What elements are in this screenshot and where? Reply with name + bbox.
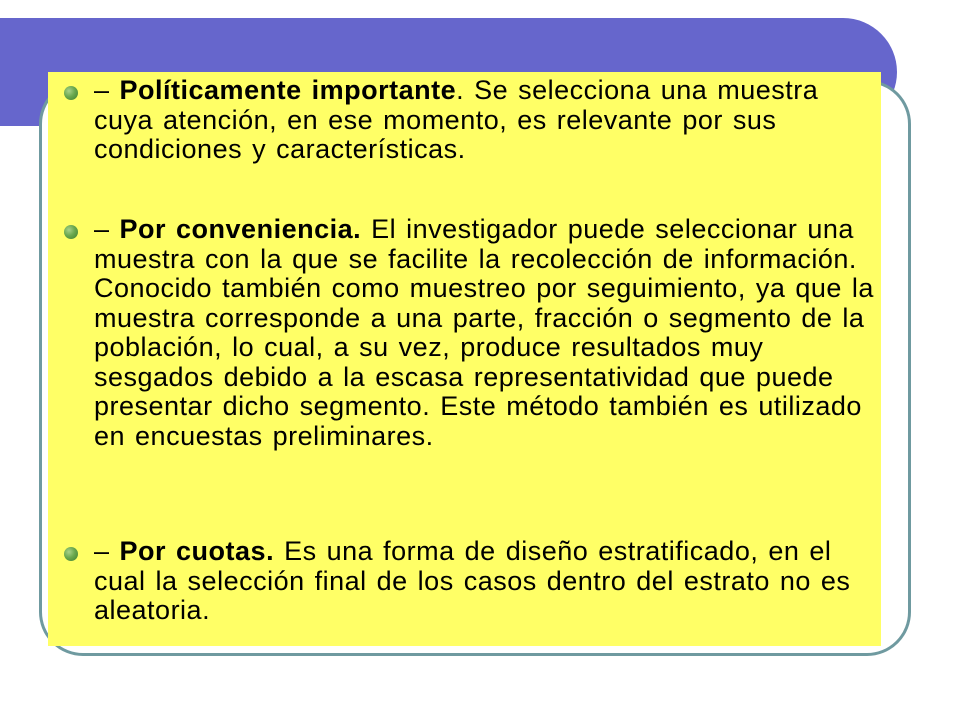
bullet-dot-icon <box>64 547 78 561</box>
bullet-text <box>94 537 874 626</box>
content-box <box>48 72 881 646</box>
bullet-dash: – <box>94 214 120 244</box>
bullet-dash: – <box>94 75 120 105</box>
bullet-dot-icon <box>64 86 78 100</box>
bullet-description: El investigador puede seleccionar una muestra con la que se facilite la recolección de información. Conocido también como muestreo por seguimiento, ya que la muestra corresponde a una parte, fracción o segmento de la población, lo cual, a su vez, produce resultados muy sesgados debido a la escasa representatividad que puede presentar dicho segmento. Este método también es utilizado en encuestas preliminares. <box>94 214 874 451</box>
bullet-dot-icon <box>64 225 78 239</box>
bullet-description: . Se selecciona una muestra cuya atención, en ese momento, es relevante por sus condiciones y características. <box>94 75 819 164</box>
bullet-term: Políticamente importante <box>119 75 457 105</box>
bullet-text <box>94 215 874 451</box>
bullet-term: Por cuotas. <box>119 536 275 566</box>
bullet-dash: – <box>94 536 120 566</box>
bullet-term: Por conveniencia. <box>119 214 362 244</box>
bullet-text <box>94 76 874 165</box>
bullet-description: Es una forma de diseño estratificado, en el cual la selección final de los casos dentro del estrato no es aleatoria. <box>94 536 851 625</box>
